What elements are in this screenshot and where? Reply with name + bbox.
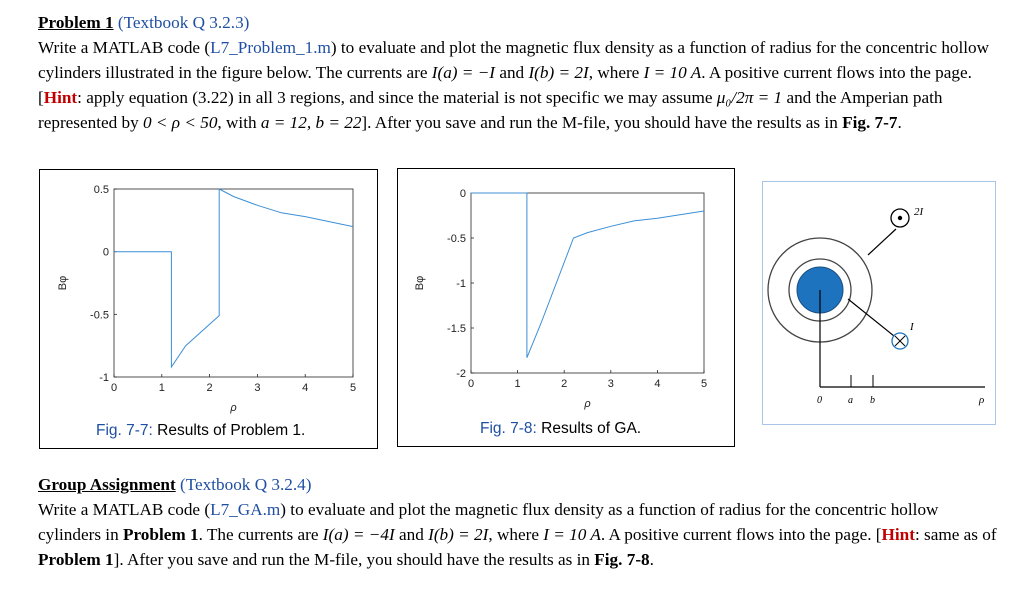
fig7-7-number: Fig. 7-7: [96, 422, 153, 439]
hint-label: Hint [43, 88, 78, 107]
leader-2I [868, 229, 896, 255]
y-tick-label: -2 [456, 368, 466, 380]
fig7-8-text: Results of GA. [536, 420, 642, 437]
fig7-8-number: Fig. 7-8: [480, 420, 537, 437]
x-tick-label: 1 [514, 378, 521, 390]
text: , with [217, 113, 261, 132]
label-2I: 2I [914, 206, 924, 218]
label-a: a [848, 395, 853, 406]
label-b: b [870, 395, 875, 406]
text: : apply equation (3.22) in all 3 regions, and since the material is not specific we may assume [77, 88, 717, 107]
current-b: I(b) = 2I [428, 525, 489, 544]
text: , where [588, 63, 644, 82]
hint-label: Hint [881, 525, 915, 544]
problem1-paragraph [38, 10, 1000, 135]
fig7-7-caption [96, 422, 305, 440]
problem-ref: Problem 1 [122, 525, 199, 544]
fig-ref: Fig. 7-7 [842, 113, 898, 132]
group-textbook-ref: (Textbook Q 3.2.4) [180, 475, 312, 494]
x-tick-label: 5 [349, 382, 357, 394]
current-a: I(a) = −4I [322, 525, 395, 544]
label-rho: ρ [979, 394, 985, 406]
x-tick-label: 4 [654, 378, 661, 390]
text: . [897, 113, 902, 132]
x-tick-label: 4 [302, 382, 309, 394]
text: : same as of [914, 525, 997, 544]
text: ]. After you save and run the M-file, you should have the results as in [361, 113, 843, 132]
x-axis-label: ρ [230, 402, 237, 414]
problem1-heading: Problem 1 [38, 13, 114, 32]
fig-ref: Fig. 7-8 [594, 550, 650, 569]
y-axis-label: Bφ [414, 275, 426, 291]
ab-values: a = 12, b = 22 [260, 113, 362, 132]
group-file: L7_GA.m [210, 500, 281, 519]
y-tick-label: -1.5 [447, 323, 466, 335]
text: and the Amperian path represented by [38, 88, 943, 132]
group-heading: Group Assignment [38, 475, 176, 494]
current-value: I = 10 A [643, 63, 702, 82]
plot-frame [471, 193, 704, 373]
fig7-7-chart [40, 170, 377, 420]
x-tick-label: 2 [561, 378, 568, 390]
current-a: I(a) = −I [431, 63, 496, 82]
x-tick-label: 0 [467, 378, 475, 390]
y-tick-label: -1 [99, 372, 109, 384]
y-tick-label: 0 [102, 246, 109, 259]
fig7-8-box [397, 168, 735, 447]
current-b: I(b) = 2I [528, 63, 589, 82]
text: and [394, 525, 429, 544]
rho-range: 0 < ρ < 50 [143, 113, 218, 132]
text: ) to evaluate and plot the magnetic flux density as a function of radius for the concentric hollow cylinders in [38, 500, 939, 544]
fig7-7-text: Results of Problem 1. [152, 422, 306, 439]
text: Write a MATLAB code ( [38, 500, 211, 519]
x-tick-label: 1 [158, 382, 165, 394]
problem1-textbook-ref: (Textbook Q 3.2.3) [117, 13, 250, 32]
x-tick-label: 2 [206, 382, 213, 394]
text: ]. After you save and run the M-file, you should have the results as in [113, 550, 595, 569]
series-line [114, 189, 353, 367]
y-axis-label: Bφ [57, 275, 69, 291]
series-line [471, 193, 704, 358]
current-out-dot [898, 216, 902, 220]
x-tick-label: 3 [254, 382, 261, 394]
y-tick-label: 0.5 [93, 184, 109, 196]
x-tick-label: 0 [110, 382, 118, 394]
text: , where [488, 525, 544, 544]
y-tick-label: 0 [459, 188, 466, 200]
cylinder-schematic-drawing [763, 182, 995, 424]
problem-ref: Problem 1 [38, 550, 114, 569]
text: . The currents are [198, 525, 323, 544]
current-value: I = 10 A [543, 525, 601, 544]
plot-frame [114, 189, 353, 377]
fig7-8-chart [398, 169, 734, 419]
fig7-8-caption [480, 420, 641, 438]
text: Write a MATLAB code ( [38, 38, 211, 57]
text: . A positive current flows into the page. [ [38, 63, 972, 107]
text: and [495, 63, 529, 82]
label-I: I [910, 321, 914, 333]
x-axis-label: ρ [584, 398, 591, 410]
mu-expr: μ₀/2π = 1 [716, 88, 783, 107]
cylinder-schematic [762, 181, 996, 425]
text: . A positive current flows into the page. [ [600, 525, 882, 544]
x-tick-label: 5 [700, 378, 708, 390]
y-tick-label: -0.5 [447, 233, 466, 245]
label-0: 0 [817, 395, 822, 406]
text: ) to evaluate and plot the magnetic flux density as a function of radius for the concentric hollow cylinders illustrated in the figure below. The currents are [38, 38, 990, 82]
x-tick-label: 3 [607, 378, 614, 390]
group-paragraph [38, 472, 1000, 572]
y-tick-label: -0.5 [90, 309, 109, 322]
fig7-7-box [39, 169, 378, 449]
text: . [649, 550, 654, 569]
problem1-file: L7_Problem_1.m [210, 38, 331, 57]
y-tick-label: -1 [456, 278, 466, 290]
